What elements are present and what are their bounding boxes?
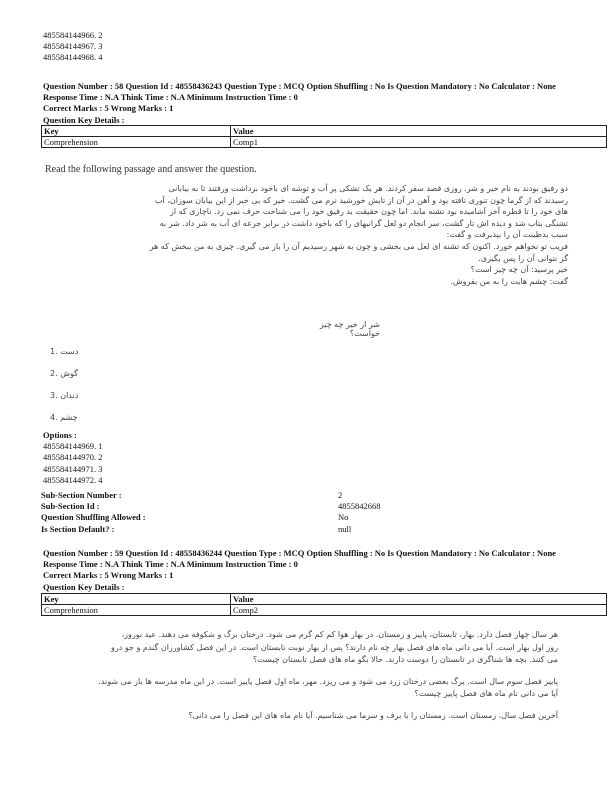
passage-line: روز اول بهار است. آیا می دانی ماه های فصل بهار چه نام دارند؟ پس از بهار نوبت تابستان است. در این فصل کشاورزان گندم و جو درو — [111, 642, 558, 652]
q58-key-details-label: Question Key Details : — [43, 114, 125, 125]
q58-marks: Correct Marks : 5 Wrong Marks : 1 — [43, 103, 174, 114]
meta-label: Is Section Default? : — [41, 523, 115, 534]
meta-value: 2 — [338, 490, 343, 500]
passage-line: آیا می دانی نام ماه های فصل پاییز چیست؟ — [414, 689, 558, 699]
q59-marks: Correct Marks : 5 Wrong Marks : 1 — [43, 570, 174, 581]
q59-key-table — [41, 593, 607, 616]
prev-option: 485584144966. 2 — [43, 30, 103, 40]
prev-option: 485584144968. 4 — [43, 52, 103, 63]
q58-passage — [60, 183, 568, 287]
choice-item: 1. دست — [50, 347, 79, 356]
options-label: Options : — [43, 430, 77, 440]
passage-line: دو رفیق بودند به نام خیر و شر. روزی قصد سفر کردند. هر یک تشکی پر آب و توشه ای باخود برداشت ورفتند تا به بیابانی — [168, 184, 568, 193]
q58-key-table — [41, 125, 607, 148]
choice-item: 3. دندان — [50, 391, 79, 400]
passage-line: های خود را تا قطره آخر آشامیده بود تشنه ماند. اما چون حقیقت بد رفیق خود را می شناخت حرف نمی زد. ناچاری که از — [170, 207, 568, 217]
passage-line: سبب بدطینت آن را بپذیرفت و گفت: — [446, 230, 568, 240]
q59-header-line2: Response Time : N.A Think Time : N.A Minimum Instruction Time : 0 — [43, 559, 298, 570]
key-cell: Comprehension — [42, 605, 231, 616]
q59-passage — [50, 629, 558, 723]
prev-options — [43, 30, 103, 64]
passage-line: خیر پرسید: آن چه چیز است؟ — [470, 265, 568, 275]
value-cell: Comp1 — [231, 137, 607, 148]
option-id: 485584144969. 1 — [43, 441, 103, 452]
key-header: Key — [42, 126, 231, 137]
meta-value: No — [338, 512, 349, 523]
passage-line: فریب تو نخواهم خورد. اکنون که تشنه ای لعل می بخشی و چون به شهر رسیدیم آن را باز می گیری. چیزی به من ببخش که هر — [149, 241, 568, 251]
key-cell: Comprehension — [42, 137, 231, 148]
q59-header-line1: Question Number : 59 Question Id : 48558436244 Question Type : MCQ Option Shuffling : No Is Question Mandatory : No Calculator : None — [43, 548, 556, 558]
option-id: 485584144972. 4 — [43, 474, 103, 485]
prev-option: 485584144967. 3 — [43, 41, 103, 52]
q59-header — [43, 548, 603, 593]
choice-item: 4. چشم — [50, 413, 78, 422]
passage-line: پاییز فصل سوم سال است. برگ بعضی درختان زرد می شود و می ریزد. مهر، ماه اول فصل پاییز است. در این ماه مدرسه ها باز می شوند. — [98, 676, 558, 686]
key-header: Key — [42, 594, 231, 605]
q58-header — [43, 81, 603, 126]
section-meta — [41, 490, 598, 535]
passage-line: گفت: چشم هایت را به من بفروش. — [450, 276, 568, 286]
q58-options — [43, 430, 103, 486]
value-header: Value — [231, 594, 607, 605]
passage-line — [50, 701, 558, 710]
passage-line — [50, 667, 558, 676]
q58-header-line1: Question Number : 58 Question Id : 48558436243 Question Type : MCQ Option Shuffling : No Is Question Mandatory : No Calculator : None — [43, 81, 556, 91]
meta-label: Question Shuffling Allowed : — [41, 512, 146, 523]
passage-line: گز نتوانی آن را پس بگیری. — [478, 253, 568, 263]
choice-item: 2. گوش — [50, 369, 78, 378]
meta-value: 4855842668 — [338, 501, 381, 512]
q58-choices — [50, 341, 78, 429]
value-cell: Comp2 — [231, 605, 607, 616]
passage-line: هر سال چهار فصل دارد. بهار، تابستان، پاییز و زمستان. در بهار هوا کم کم گرم می شود. درختان برگ و شکوفه می دهند. عید نوروز، — [121, 630, 558, 639]
option-id: 485584144971. 3 — [43, 463, 103, 474]
meta-label: Sub-Section Number : — [41, 490, 122, 500]
q58-question: شر از خیر چه چیز خواست؟ — [319, 320, 380, 338]
passage-line: تشنگی بتاب شد و دیده اش تار گشت، سر انجام دو لعل گرانبهای را که باخود داشت در برابر جرعه ای آب به شر داد. شر به — [159, 218, 568, 228]
meta-value: null — [338, 523, 352, 534]
q59-key-details-label: Question Key Details : — [43, 581, 125, 592]
q58-header-line2: Response Time : N.A Think Time : N.A Minimum Instruction Time : 0 — [43, 92, 298, 103]
q58-instruction: Read the following passage and answer the question. — [45, 164, 257, 175]
option-id: 485584144970. 2 — [43, 452, 103, 463]
passage-line: می کنند. بچه ها شناگری در تابستان را دوست دارند. حالا بگو ماه های فصل تابستان چیست؟ — [253, 655, 558, 665]
passage-line: آخرین فصل سال، زمستان است. زمستان را با برف و سرما می شناسیم. آیا نام ماه های این فصل را می دانی؟ — [188, 710, 558, 720]
passage-line: رسیدند که از گرما چون تنوری تافته بود و آهن در آن از تابش خورشید نرم می گشت. خیر که بی خبر از این بیابان سوزان، آب — [155, 195, 568, 205]
value-header: Value — [231, 126, 607, 137]
meta-label: Sub-Section Id : — [41, 501, 100, 512]
